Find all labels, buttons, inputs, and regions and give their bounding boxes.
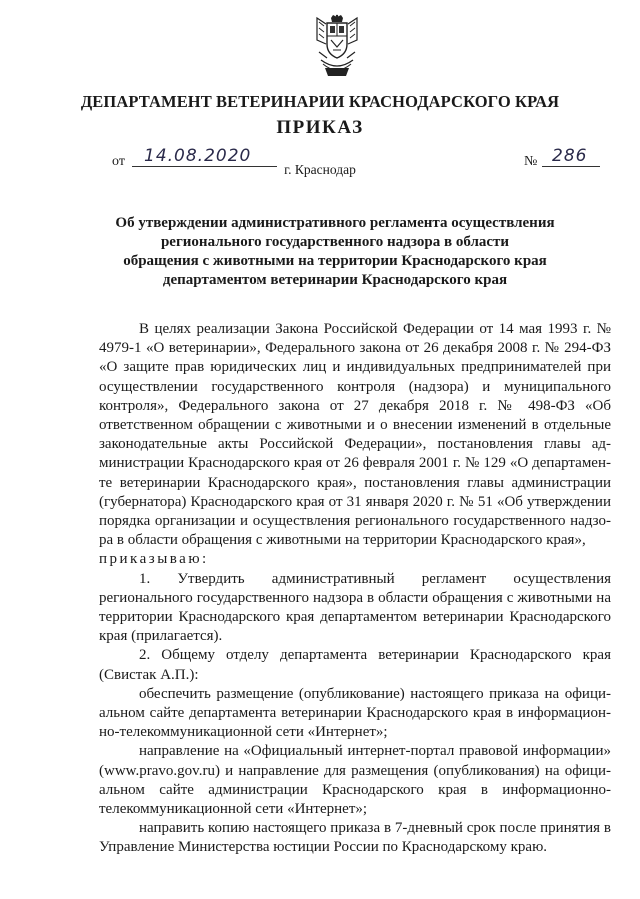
clause-2-paragraph: 2. Общему отделу департамента ветеринарии Краснодарского края (Свистак А.П.): — [99, 647, 611, 683]
date-value-handwritten: 14.08.2020 — [144, 146, 252, 166]
preamble-paragraph: В целях реализации Закона Российской Федерации от 14 мая 1993 г. № 4979-1 «О ветеринарии», Федерального закона от 26 декабря 2008 г. № 294-ФЗ «О защите прав юридических лиц и индивидуальных предпринимателей при осуществлении государственного контроля (надзора) и муниципального контроля», Федерального закона от 27 декабря 2018 г. № 498-ФЗ «Об ответственном обращении с животными и о внесении изменений в отдельные законодательные акты Российской Федерации», постановления главы администрации Краснодарского края от 26 февраля 2001 г. № 129 «О департаменте ветеринарии Краснодарского края», постановления главы администрации (губернатора) Краснодарского края от 31 января 2020 г. № 51 «Об утверждении порядка организации и осуществления регионального государственного надзора в области обращения с животными на территории Краснодарского края», — [99, 321, 611, 549]
document-title — [100, 214, 570, 290]
number-value-handwritten: 286 — [552, 146, 588, 166]
coat-of-arms-emblem-icon — [313, 14, 361, 80]
document-type: ПРИКАЗ — [276, 117, 364, 138]
date-prefix: от — [112, 154, 125, 169]
title-line: Об утверждении административного регламента осуществления — [115, 215, 555, 231]
document-body — [99, 320, 611, 858]
number-prefix: № — [524, 154, 538, 169]
title-line: департаментом ветеринарии Краснодарского края — [162, 272, 508, 288]
clause-2-item-paragraph: направление на «Официальный интернет-портал правовой информации» (www.pravo.gov.ru) и направление для размещения (опубликования) на официальном сайте администрации Краснодарского края в информационно-телекоммуникационной сети «Интернет»; — [99, 743, 611, 818]
title-line: регионального государственного надзора в области — [160, 234, 510, 250]
order-word: приказываю: — [99, 551, 209, 568]
clause-2-item-paragraph: обеспечить размещение (опубликование) настоящего приказа на официальном сайте департамента ветеринарии Краснодарского края в информационно-телекоммуникационной сети «Интернет»; — [99, 685, 611, 741]
organization-name: ДЕПАРТАМЕНТ ВЕТЕРИНАРИИ КРАСНОДАРСКОГО КРАЯ — [80, 92, 560, 111]
clause-2-item-paragraph: направить копию настоящего приказа в 7-дневный срок после принятия в Управление Министерства юстиции России по Краснодарскому краю. — [99, 820, 611, 856]
clause-1-paragraph: 1. Утвердить административный регламент осуществления регионального государственного надзора в области обращения с животными на территории Краснодарского края департаментом ветеринарии Краснодарского края (прилагается). — [99, 570, 611, 645]
city: г. Краснодар — [284, 162, 356, 177]
title-line: обращения с животными на территории Краснодарского края — [123, 253, 547, 269]
